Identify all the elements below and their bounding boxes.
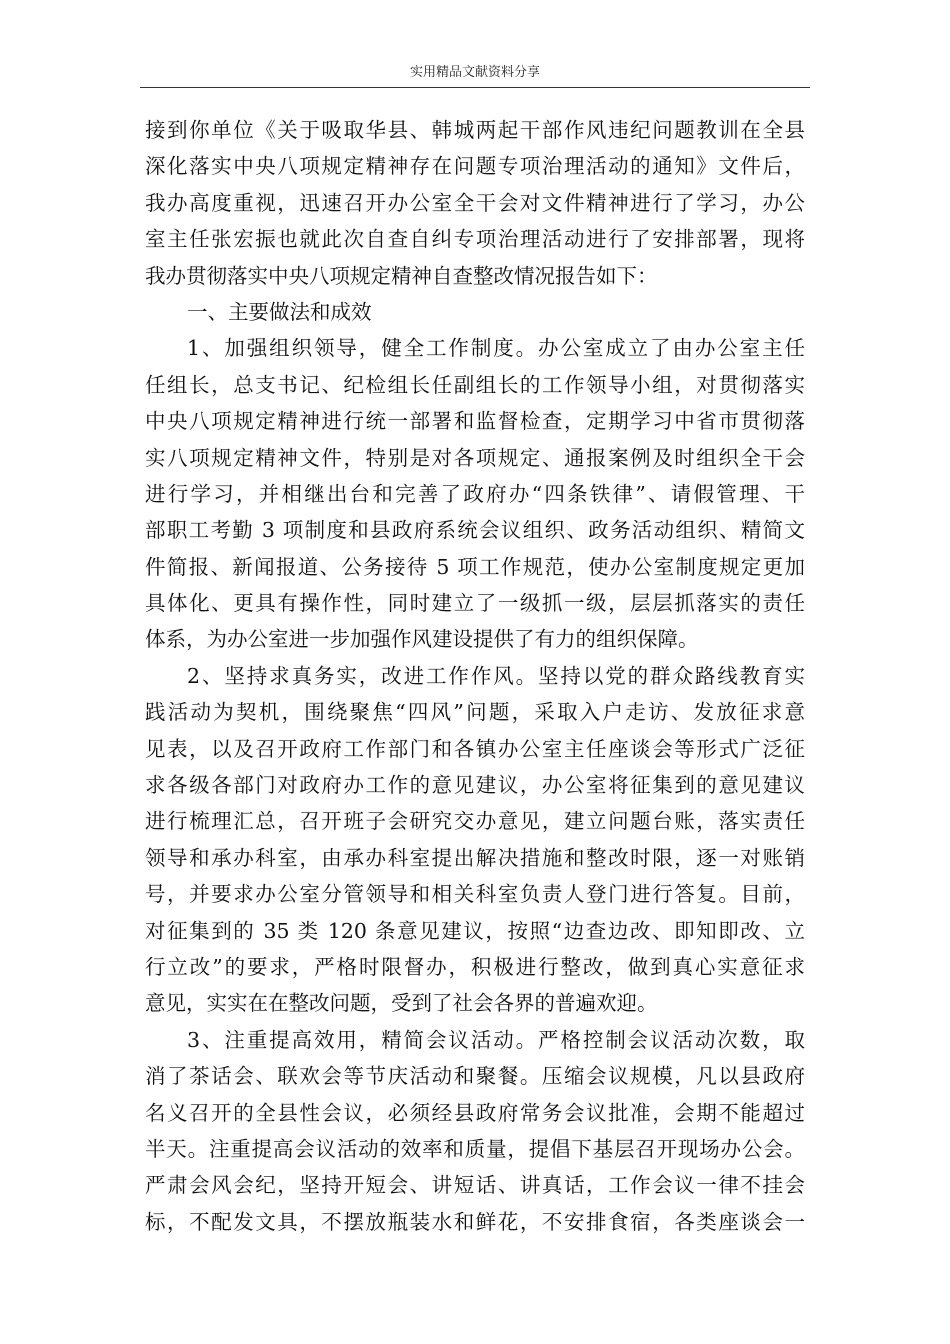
- text-line: 室主任张宏振也就此次自查自纠专项治理活动进行了安排部署，现将: [145, 227, 805, 252]
- text-line: 深化落实中央八项规定精神存在问题专项治理活动的通知》文件后，: [145, 154, 805, 179]
- text-line: 标，不配发文具，不摆放瓶装水和鲜花，不安排食宿，各类座谈会一: [145, 1209, 805, 1234]
- section-heading: 一、主要做法和成效: [187, 299, 372, 324]
- body-text: [145, 112, 805, 1240]
- text-line: 见表，以及召开政府工作部门和各镇办公室主任座谈会等形式广泛征: [145, 736, 805, 761]
- text-line: 意见，实实在在整改问题，受到了社会各界的普遍欢迎。: [145, 991, 658, 1016]
- text-line: 接到你单位《关于吸取华县、韩城两起干部作风违纪问题教训在全县: [145, 118, 805, 142]
- text-line: 我办高度重视，迅速召开办公室全干会对文件精神进行了学习，办公: [145, 190, 805, 215]
- text-line: 严肃会风会纪，坚持开短会、讲短话、讲真话，工作会议一律不挂会: [145, 1173, 805, 1198]
- text-line: 半天。注重提高会议活动的效率和质量，提倡下基层召开现场办公会。: [145, 1136, 805, 1161]
- text-line: 行立改”的要求，严格时限督办，积极进行整改，做到真心实意征求: [145, 954, 805, 979]
- text-line: 消了茶话会、联欢会等节庆活动和聚餐。压缩会议规模，凡以县政府: [145, 1064, 805, 1089]
- text-line: 领导和承办科室，由承办科室提出解决措施和整改时限，逐一对账销: [145, 845, 805, 870]
- text-line: 件简报、新闻报道、公务接待 5 项工作规范，使办公室制度规定更加: [145, 554, 805, 579]
- text-line: 体系，为办公室进一步加强作风建设提供了有力的组织保障。: [145, 627, 699, 652]
- text-line: 具体化、更具有操作性，同时建立了一级抓一级，层层抓落实的责任: [145, 591, 805, 616]
- text-line: 部职工考勤 3 项制度和县政府系统会议组织、政务活动组织、精简文: [145, 518, 805, 543]
- text-line: 我办贯彻落实中央八项规定精神自查整改情况报告如下：: [145, 263, 658, 288]
- text-line: 对征集到的 35 类 120 条意见建议，按照“边查边改、即知即改、立: [145, 918, 805, 943]
- text-line: 任组长，总支书记、纪检组长任副组长的工作领导小组，对贯彻落实: [145, 372, 805, 397]
- text-line: 求各级各部门对政府办工作的意见建议，办公室将征集到的意见建议: [145, 773, 805, 798]
- text-line: 进行学习，并相继出台和完善了政府办“四条铁律”、请假管理、干: [145, 481, 805, 506]
- text-line: 实八项规定精神文件，特别是对各项规定、通报案例及时组织全干会: [145, 445, 805, 470]
- text-line: 名义召开的全县性会议，必须经县政府常务会议批准，会期不能超过: [145, 1100, 805, 1125]
- paragraph-start: 3、注重提高效用，精简会议活动。严格控制会议活动次数，取: [187, 1027, 805, 1052]
- page-header: 实用精品文献资料分享: [409, 65, 540, 80]
- paragraph-start: 1、加强组织领导，健全工作制度。办公室成立了由办公室主任: [187, 336, 805, 361]
- text-line: 进行梳理汇总，召开班子会研究交办意见，建立问题台账，落实责任: [145, 809, 805, 834]
- text-line: 号，并要求办公室分管领导和相关科室负责人登门进行答复。目前，: [145, 882, 805, 907]
- text-line: 中央八项规定精神进行统一部署和监督检查，定期学习中省市贯彻落: [145, 409, 805, 434]
- paragraph-start: 2、坚持求真务实，改进工作作风。坚持以党的群众路线教育实: [187, 663, 805, 688]
- text-line: 践活动为契机，围绕聚焦“四风”问题，采取入户走访、发放征求意: [145, 700, 805, 725]
- header-divider: [140, 87, 810, 88]
